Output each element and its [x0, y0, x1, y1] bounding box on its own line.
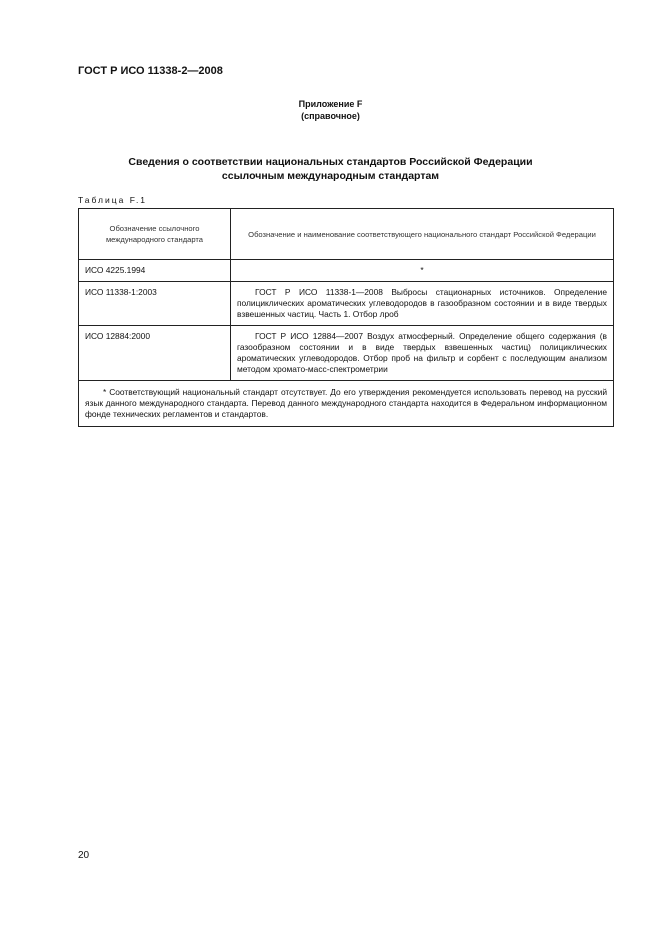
table-row: [79, 326, 614, 381]
table-footnote-row: [79, 381, 614, 427]
annex-heading: [0, 98, 661, 122]
national-cell: *: [231, 260, 614, 282]
title-line-1: Сведения о соответствии национальных стандартов Российской Федерации: [128, 156, 533, 168]
section-title: [0, 155, 661, 183]
ref-cell: ИСО 12884:2000: [79, 326, 231, 381]
table-header-row: [79, 209, 614, 260]
annex-label: Приложение F: [298, 99, 363, 109]
correspondence-table: [78, 208, 614, 427]
table-footnote: * Соответствующий национальный стандарт отсутствует. До его утверждения рекомендуется использовать перевод на русский язык данного международного стандарта. Перевод данного международного стандарта находится в Федеральном информационном фонде технических регламентов и стандартов.: [79, 381, 614, 427]
page-number: 20: [78, 850, 90, 861]
table-row: [79, 260, 614, 282]
document-header: ГОСТ Р ИСО 11338-2—2008: [78, 65, 223, 77]
ref-cell: ИСО 4225.1994: [79, 260, 231, 282]
title-line-2: ссылочным международным стандартам: [221, 170, 440, 182]
national-cell: ГОСТ Р ИСО 12884—2007 Воздух атмосферный. Определение общего содержания (в газообразном состоянии и в виде твердых взвешенных частиц) полициклических ароматических углеводородов. Отбор проб на фильтр и сорбент с последующим анализом методом хромато-масс-спектрометрии: [231, 326, 614, 381]
annex-type: (справочное): [301, 111, 360, 121]
table-row: [79, 282, 614, 326]
header-national-standard: Обозначение и наименование соответствующего национального стандарт Российской Федерации: [231, 209, 614, 260]
national-cell: ГОСТ Р ИСО 11338-1—2008 Выбросы стационарных источников. Определение полициклических ароматических углеводородов в газообразном состоянии и в виде твердых взвешенных частиц. Часть 1. Отбор лроб: [231, 282, 614, 326]
header-ref-standard: Обозначение ссылочного международного стандарта: [79, 209, 231, 260]
ref-cell: ИСО 11338-1:2003: [79, 282, 231, 326]
table-caption: Таблица F.1: [78, 195, 148, 205]
